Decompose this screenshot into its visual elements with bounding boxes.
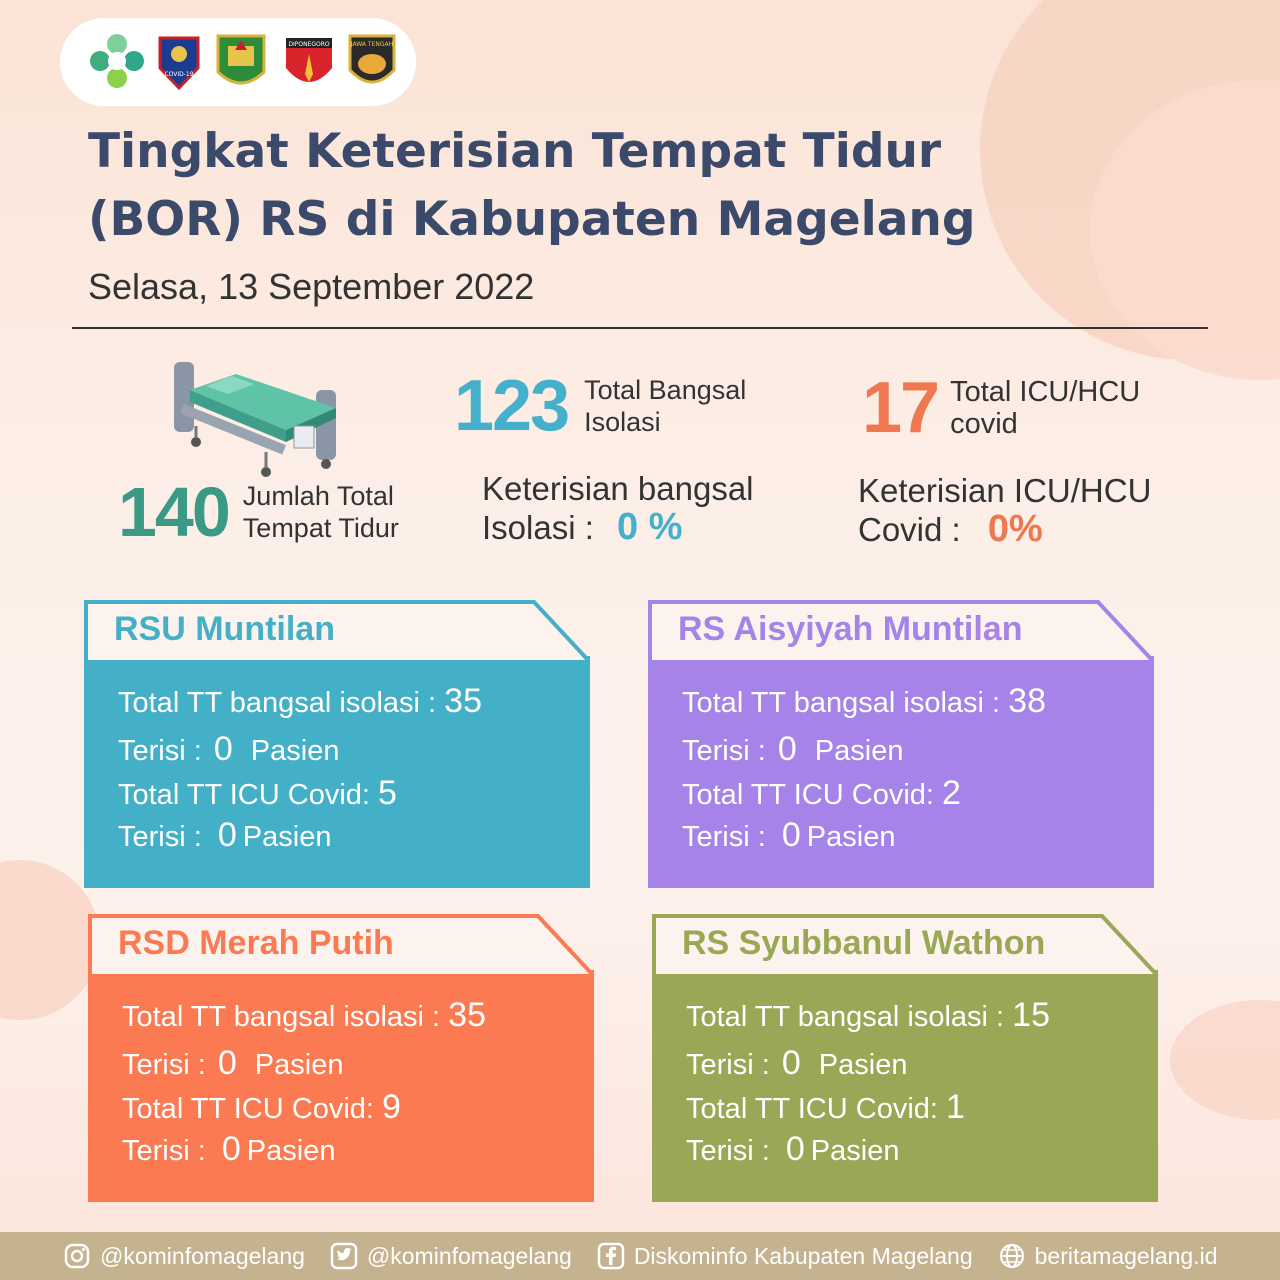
isolation-filled-unit: Pasien [254, 1049, 344, 1081]
icu-total-label [950, 376, 1140, 440]
icu-filled-label: Terisi : [122, 1135, 206, 1167]
icu-capacity-label: Total TT ICU Covid: [122, 1093, 374, 1125]
isolation-filled-label: Terisi : [118, 735, 202, 767]
icu-total-value: 17 [862, 368, 939, 448]
icu-filled-row [686, 1130, 899, 1169]
globe-icon [997, 1241, 1027, 1271]
diponegoro-logo [282, 32, 336, 94]
isolation-filled-unit: Pasien [818, 1049, 908, 1081]
isolation-filled-unit: Pasien [814, 735, 904, 767]
covid-task-force-logo [156, 34, 202, 92]
twitter-icon [329, 1241, 359, 1271]
icu-filled-value: 0 [217, 816, 237, 854]
hospital-name: RSU Muntilan [114, 610, 335, 648]
isolation-capacity-row [122, 996, 486, 1035]
icu-filled-unit: Pasien [810, 1135, 900, 1167]
icu-occupancy-label-line1: Keterisian ICU/HCU [858, 472, 1152, 509]
facebook-icon [596, 1241, 626, 1271]
hospital-name: RS Syubbanul Wathon [682, 924, 1046, 962]
page-title [88, 118, 1048, 254]
icu-capacity-value: 2 [942, 774, 961, 812]
icu-filled-label: Terisi : [686, 1135, 770, 1167]
hospital-card-rs-syubbanul-wathon [652, 914, 1158, 1204]
isolation-capacity-value: 38 [1008, 682, 1046, 720]
isolation-occupancy-value: 0 % [617, 506, 683, 548]
kemenkes-logo [88, 32, 146, 90]
isolation-filled-label: Terisi : [686, 1049, 770, 1081]
isolation-filled-value: 0 [213, 730, 233, 768]
isolation-filled-unit: Pasien [250, 735, 340, 767]
hospital-card-rsu-muntilan [84, 600, 590, 890]
isolation-occupancy-label-line2: Isolasi : [482, 509, 594, 546]
isolation-filled-row [682, 730, 903, 769]
isolation-capacity-row [118, 682, 482, 721]
isolation-total-label-line2: Isolasi [584, 407, 661, 437]
icu-filled-unit: Pasien [242, 821, 332, 853]
icu-filled-label: Terisi : [682, 821, 766, 853]
isolation-capacity-label: Total TT bangsal isolasi : [682, 687, 1001, 719]
instagram-icon [62, 1241, 92, 1271]
isolation-occupancy [482, 470, 754, 547]
jawa-tengah-police-logo [344, 30, 400, 94]
footer-website[interactable] [997, 1241, 1218, 1271]
title-line-1: Tingkat Keterisian Tempat Tidur [88, 124, 942, 179]
footer [0, 1232, 1280, 1280]
isolation-filled-value: 0 [777, 730, 797, 768]
icu-total-stat [862, 368, 1140, 448]
icu-total-label-line2: covid [950, 408, 1018, 440]
icu-capacity-value: 9 [382, 1088, 401, 1126]
isolation-capacity-label: Total TT bangsal isolasi : [686, 1001, 1005, 1033]
isolation-total-value: 123 [454, 366, 569, 446]
icu-total-label-line1: Total ICU/HCU [950, 376, 1141, 408]
isolation-filled-label: Terisi : [682, 735, 766, 767]
diponegoro-logo-text: DIPONEGORO [288, 41, 330, 48]
icu-capacity-row [686, 1088, 965, 1127]
footer-website-url: beritamagelang.id [1034, 1242, 1218, 1269]
isolation-capacity-value: 15 [1012, 996, 1050, 1034]
icu-occupancy-value: 0% [987, 508, 1043, 550]
report-date: Selasa, 13 September 2022 [88, 266, 535, 307]
icu-capacity-label: Total TT ICU Covid: [118, 779, 370, 811]
isolation-capacity-label: Total TT bangsal isolasi : [118, 687, 437, 719]
jateng-logo-text: JAWA TENGAH [350, 41, 394, 48]
magelang-regency-logo [214, 32, 268, 94]
isolation-filled-value: 0 [217, 1044, 237, 1082]
footer-facebook[interactable] [596, 1241, 973, 1271]
hospital-bed-icon [166, 356, 346, 482]
isolation-filled-row [122, 1044, 343, 1083]
footer-instagram-handle: @kominfomagelang [100, 1242, 305, 1269]
footer-twitter[interactable] [329, 1241, 572, 1271]
isolation-filled-value: 0 [781, 1044, 801, 1082]
total-beds-stat [118, 474, 399, 550]
icu-occupancy [858, 472, 1151, 549]
total-beds-label [243, 480, 399, 544]
total-beds-label-line2: Tempat Tidur [242, 513, 399, 543]
covid-logo-text: COVID-19 [164, 71, 194, 78]
icu-occupancy-label-line2: Covid : [858, 511, 961, 548]
isolation-total-label [584, 374, 746, 438]
isolation-total-stat [454, 366, 746, 446]
icu-capacity-row [682, 774, 961, 813]
icu-filled-unit: Pasien [806, 821, 896, 853]
icu-capacity-value: 1 [946, 1088, 965, 1126]
icu-filled-row [682, 816, 895, 855]
isolation-capacity-value: 35 [448, 996, 486, 1034]
icu-filled-value: 0 [785, 1130, 805, 1168]
icu-filled-label: Terisi : [118, 821, 202, 853]
isolation-capacity-label: Total TT bangsal isolasi : [122, 1001, 441, 1033]
isolation-capacity-row [682, 682, 1046, 721]
decor-blob [1170, 1000, 1280, 1120]
isolation-filled-row [118, 730, 339, 769]
icu-filled-row [122, 1130, 335, 1169]
isolation-total-label-line1: Total Bangsal [584, 375, 747, 405]
isolation-filled-row [686, 1044, 907, 1083]
icu-filled-unit: Pasien [246, 1135, 336, 1167]
isolation-filled-label: Terisi : [122, 1049, 206, 1081]
icu-capacity-label: Total TT ICU Covid: [686, 1093, 938, 1125]
hospital-name: RSD Merah Putih [118, 924, 394, 962]
footer-twitter-handle: @kominfomagelang [366, 1242, 572, 1269]
icu-filled-value: 0 [781, 816, 801, 854]
isolation-capacity-row [686, 996, 1050, 1035]
icu-filled-value: 0 [221, 1130, 241, 1168]
footer-facebook-page: Diskominfo Kabupaten Magelang [633, 1242, 973, 1269]
logo-bar [60, 18, 416, 106]
divider [72, 327, 1208, 329]
icu-capacity-value: 5 [378, 774, 397, 812]
hospital-name: RS Aisyiyah Muntilan [678, 610, 1023, 648]
isolation-occupancy-label-line1: Keterisian bangsal [482, 470, 754, 507]
hospital-card-rs-aisyiyah-muntilan [648, 600, 1154, 890]
icu-capacity-row [118, 774, 397, 813]
isolation-capacity-value: 35 [444, 682, 482, 720]
total-beds-value: 140 [118, 473, 229, 551]
title-line-2: (BOR) RS di Kabupaten Magelang [88, 192, 976, 247]
total-beds-label-line1: Jumlah Total [242, 481, 394, 511]
icu-capacity-row [122, 1088, 401, 1127]
icu-capacity-label: Total TT ICU Covid: [682, 779, 934, 811]
icu-filled-row [118, 816, 331, 855]
hospital-card-rsd-merah-putih [88, 914, 594, 1204]
footer-instagram[interactable] [62, 1241, 305, 1271]
